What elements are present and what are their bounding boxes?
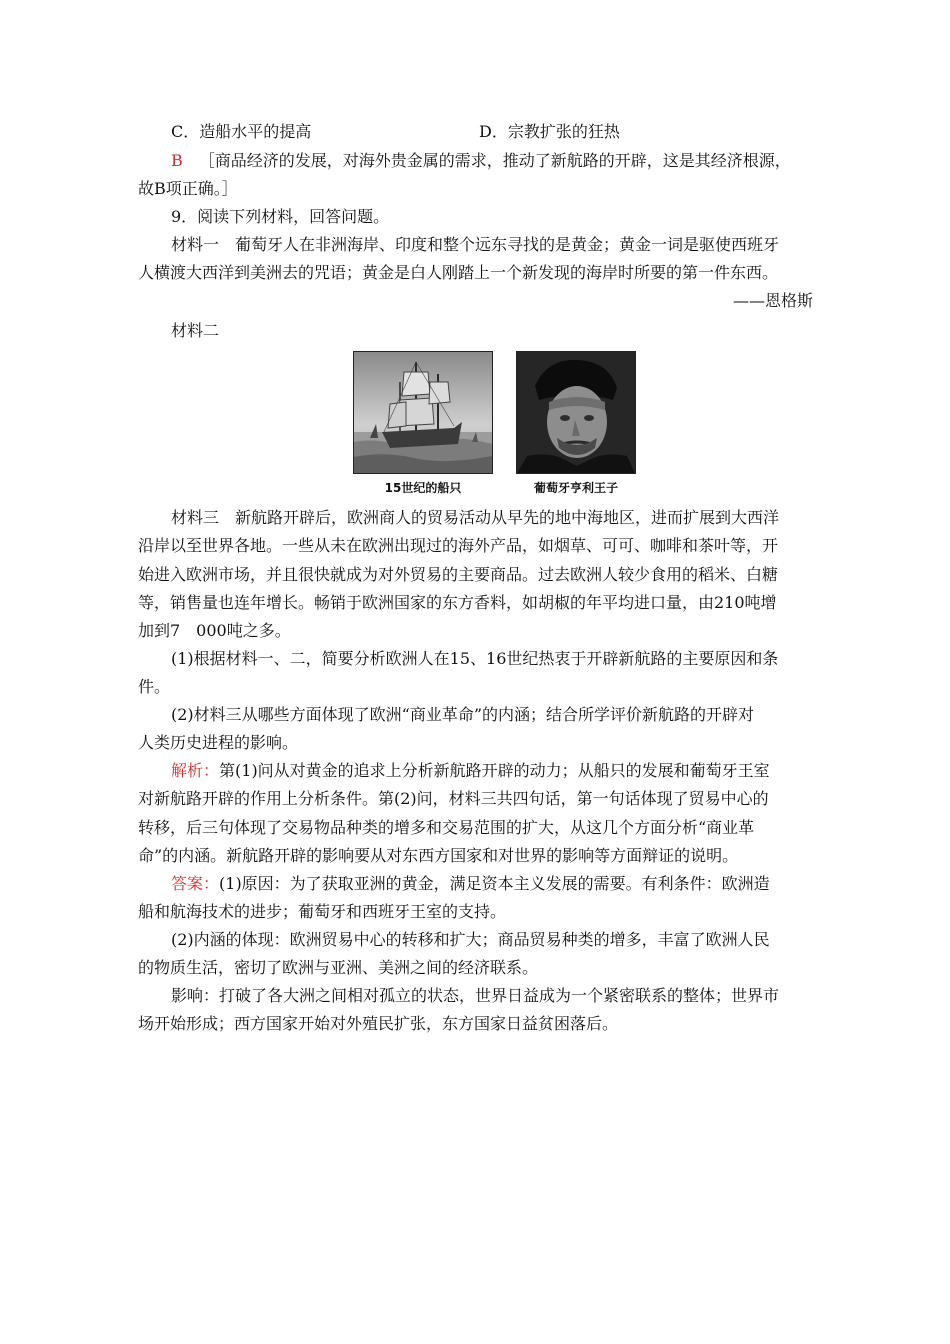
ship-illustration bbox=[354, 352, 492, 473]
option-d: D．宗教扩张的狂热 bbox=[479, 122, 620, 141]
material-3-line2: 沿岸以至世界各地。一些从未在欧洲出现过的海外产品，如烟草、可可、咖啡和茶叶等，开 bbox=[138, 536, 779, 555]
prince-portrait-image bbox=[516, 351, 636, 474]
answer-line bbox=[171, 150, 791, 172]
material-3-line3: 始进入欧洲市场，并且很快就成为对外贸易的主要商品。过去欧洲人较少食用的稻米、白糖 bbox=[138, 565, 779, 584]
sub-question-2-cont: 人类历史进程的影响。 bbox=[138, 733, 299, 752]
analysis-label: 解析： bbox=[171, 761, 220, 780]
analysis-line3: 转移，后三句体现了交易物品种类的增多和交易范围的扩大，从这几个方面分析“商业革 bbox=[138, 818, 755, 837]
answer-line2: 船和航海技术的进步；葡萄牙和西班牙王室的支持。 bbox=[138, 902, 507, 921]
answer-line6: 场开始形成；西方国家开始对外殖民扩张，东方国家日益贫困落后。 bbox=[138, 1014, 619, 1033]
analysis-line2: 对新航路开辟的作用上分析条件。第(2)问，材料三共四句话，第一句话体现了贸易中心的 bbox=[138, 789, 769, 808]
sub-question-2: (2)材料三从哪些方面体现了欧洲“商业革命”的内涵；结合所学评价新航路的开辟对 bbox=[171, 705, 755, 724]
answer-letter: B bbox=[171, 151, 183, 170]
sub-question-1: (1)根据材料一、二，简要分析欧洲人在15、16世纪热衷于开辟新航路的主要原因和条 bbox=[171, 649, 779, 668]
analysis-line bbox=[171, 760, 770, 782]
material-3-line5: 加到7 000吨之多。 bbox=[138, 621, 291, 640]
material-1-cont: 人横渡大西洋到美洲去的咒语；黄金是白人刚踏上一个新发现的海岸时所要的第一件东西。 bbox=[138, 263, 779, 282]
material-2-label: 材料二 bbox=[171, 321, 220, 340]
answer-line3: (2)内涵的体现：欧洲贸易中心的转移和扩大；商品贸易种类的增多，丰富了欧洲人民 bbox=[171, 930, 770, 949]
material-1-source: ——恩格斯 bbox=[732, 291, 813, 310]
answer-text: (1)原因：为了获取亚洲的黄金，满足资本主义发展的需要。有利条件：欧洲造 bbox=[219, 874, 770, 893]
answer-block-line bbox=[171, 873, 770, 895]
material-3-line4: 等，销售量也连年增长。畅销于欧洲国家的东方香料，如胡椒的年平均进口量，由210吨增 bbox=[138, 593, 777, 612]
sub-question-1-cont: 件。 bbox=[138, 677, 171, 696]
option-c: C．造船水平的提高 bbox=[171, 122, 312, 141]
prince-portrait bbox=[517, 352, 635, 473]
answer-line5: 影响：打破了各大洲之间相对孤立的状态，世界日益成为一个紧密联系的整体；世界市 bbox=[171, 986, 780, 1005]
answer-label: 答案： bbox=[171, 874, 220, 893]
ship-caption: 15世纪的船只 bbox=[384, 481, 462, 495]
analysis-line4: 命”的内涵。新航路开辟的影响要从对东西方国家和对世界的影响等方面辩证的说明。 bbox=[138, 846, 739, 865]
question-9-title: 9．阅读下列材料，回答问题。 bbox=[171, 207, 390, 226]
material-1: 材料一 葡萄牙人在非洲海岸、印度和整个远东寻找的是黄金；黄金一词是驱使西班牙 bbox=[171, 235, 780, 254]
prince-caption: 葡萄牙亨利王子 bbox=[533, 481, 618, 495]
ship-image bbox=[353, 351, 493, 474]
answer-explanation: ［商品经济的发展，对海外贵金属的需求，推动了新航路的开辟，这是其经济根源， bbox=[198, 151, 791, 170]
material-3: 材料三 新航路开辟后，欧洲商人的贸易活动从早先的地中海地区，进而扩展到大西洋 bbox=[171, 508, 780, 527]
answer-line4: 的物质生活，密切了欧洲与亚洲、美洲之间的经济联系。 bbox=[138, 958, 539, 977]
analysis-text: 第(1)问从对黄金的追求上分析新航路开辟的动力；从船只的发展和葡萄牙王室 bbox=[219, 761, 770, 780]
answer-explanation-cont: 故B项正确。］ bbox=[138, 179, 238, 198]
